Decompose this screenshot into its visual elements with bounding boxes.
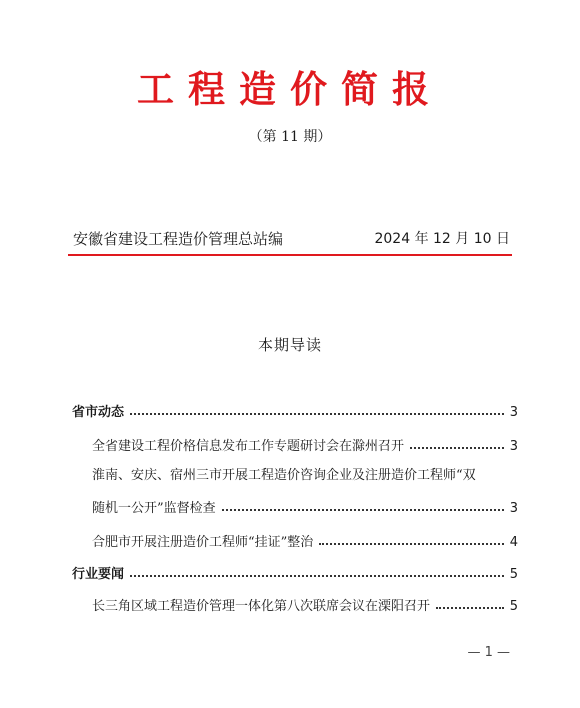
issue-number: （第 11 期） xyxy=(248,129,332,145)
toc-section-label: 行业要闻 xyxy=(72,567,125,582)
toc-item-label: 长三角区域工程造价管理一体化第八次联席会议在溧阳召开 xyxy=(92,599,431,614)
toc-item-label: 全省建设工程价格信息发布工作专题研讨会在滁州召开 xyxy=(92,439,405,454)
toc-item-label: 合肥市开展注册造价工程师“挂证”整治 xyxy=(92,535,314,550)
dot-leader xyxy=(410,447,504,449)
toc-page-number: 3 xyxy=(509,405,518,420)
toc-page-number: 3 xyxy=(509,501,518,516)
toc-section-provincial-news[interactable] xyxy=(72,398,518,420)
toc-item-label-line2: 随机一公开”监督检查 xyxy=(92,501,216,516)
publish-date: 2024 年 12 月 10 日 xyxy=(374,231,510,247)
dot-leader xyxy=(222,509,504,511)
toc-item[interactable] xyxy=(72,494,518,516)
toc-page-number: 3 xyxy=(509,439,518,454)
page-footer-number: — 1 — xyxy=(467,645,510,660)
dot-leader xyxy=(130,575,504,577)
toc-item[interactable] xyxy=(72,432,518,454)
masthead xyxy=(73,228,510,250)
dot-leader xyxy=(319,543,503,545)
dot-leader xyxy=(436,607,504,609)
header-divider xyxy=(68,254,512,256)
toc-page-number: 5 xyxy=(509,567,518,582)
toc-section-label: 省市动态 xyxy=(72,405,125,420)
toc-page-number: 5 xyxy=(509,599,518,614)
toc-item[interactable] xyxy=(72,592,518,614)
toc-item-label-line1[interactable]: 淮南、安庆、宿州三市开展工程造价咨询企业及注册造价工程师“双 xyxy=(92,468,476,483)
toc-section-industry-news[interactable] xyxy=(72,560,518,582)
bulletin-title: 工程造价简报 xyxy=(137,67,443,111)
dot-leader xyxy=(130,413,504,415)
toc-item[interactable] xyxy=(72,528,518,550)
publisher-name: 安徽省建设工程造价管理总站编 xyxy=(73,230,284,248)
toc-heading: 本期导读 xyxy=(257,336,322,354)
toc-page-number: 4 xyxy=(509,535,518,550)
